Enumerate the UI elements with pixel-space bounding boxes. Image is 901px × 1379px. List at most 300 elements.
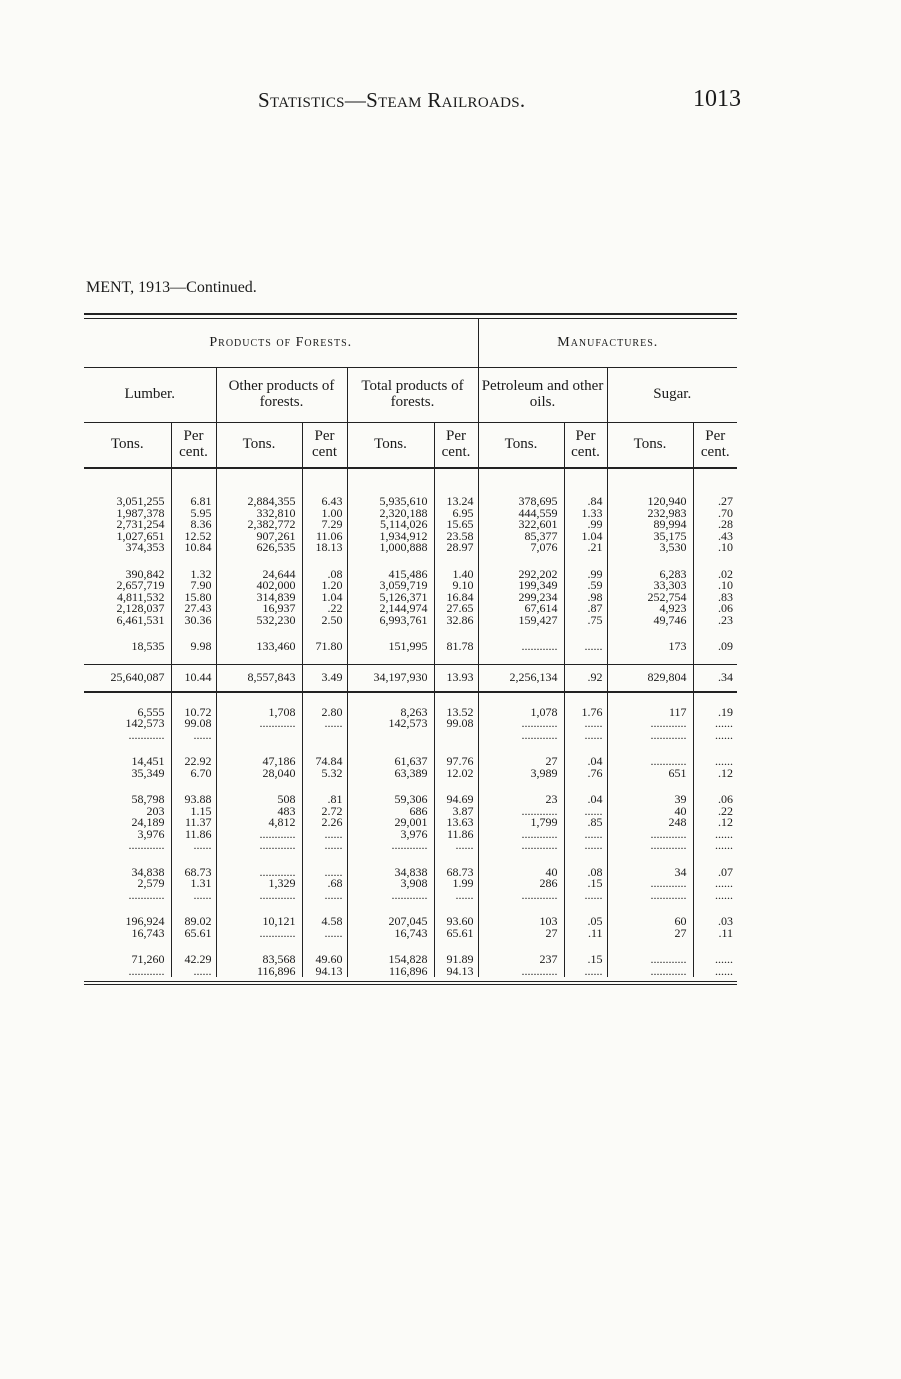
percent-cell: ......: [564, 730, 607, 742]
tons-cell: 651: [607, 768, 693, 780]
tons-cell: 3,989: [478, 768, 564, 780]
tons-cell: ............: [216, 829, 302, 841]
percent-cell: .15: [564, 878, 607, 890]
percent-cell: ......: [693, 829, 737, 841]
percent-cell: .06: [693, 603, 737, 615]
tons-cell: ............: [216, 718, 302, 730]
tons-cell: ............: [607, 730, 693, 742]
spacer-cell: [478, 653, 564, 665]
percent-cell: 65.61: [434, 928, 478, 940]
tons-cell: 3,976: [137, 826, 165, 841]
tons-cell: 1,000,888: [347, 542, 434, 554]
unit-label: Per cent.: [693, 423, 737, 469]
page-number: 1013: [693, 86, 741, 112]
tons-cell: 252,754: [607, 592, 693, 604]
percent-cell: ......: [693, 718, 737, 730]
tons-cell: 3,976: [347, 829, 434, 841]
tons-cell: 3,051,255: [116, 494, 165, 508]
tons-cell: [347, 730, 434, 742]
percent-cell: 1.04: [564, 531, 607, 543]
table-row: [84, 615, 737, 627]
tons-cell: 39: [607, 794, 693, 806]
tons-cell: 142,573: [125, 716, 165, 730]
tons-cell: 378,695: [478, 496, 564, 508]
percent-cell: ......: [693, 878, 737, 890]
tons-cell: 24,644: [216, 569, 302, 581]
tons-cell: 3,908: [347, 878, 434, 890]
percent-cell: 94.69: [434, 794, 478, 806]
column-unit-row: [84, 423, 737, 469]
percent-cell: ......: [171, 890, 216, 902]
bottom-double-rule: [84, 981, 737, 985]
tons-cell: 116,896: [347, 966, 434, 978]
tons-cell: 59,306: [347, 794, 434, 806]
tons-cell: 1,799: [478, 817, 564, 829]
subheading-sugar: Sugar.: [607, 368, 737, 423]
percent-cell: 16.84: [434, 592, 478, 604]
percent-cell: .07: [693, 867, 737, 879]
tons-cell: 35,349: [131, 765, 165, 780]
tons-cell: 159,427: [478, 615, 564, 627]
percent-cell: .87: [564, 603, 607, 615]
percent-cell: .08: [302, 569, 347, 581]
spacer-cell: [171, 653, 216, 665]
tons-cell: 232,983: [607, 508, 693, 520]
spacer-cell: [347, 653, 434, 665]
subheading-other-products-of-forests: Other products of forests.: [216, 368, 347, 423]
tons-cell: 5,126,371: [347, 592, 434, 604]
percent-cell: 1.00: [302, 508, 347, 520]
tons-cell: 2,657,719: [116, 578, 165, 592]
unit-label: Tons.: [478, 423, 564, 469]
tons-cell: 71,260: [131, 952, 165, 966]
percent-cell: .19: [693, 707, 737, 719]
percent-cell: ......: [564, 718, 607, 730]
percent-cell: .04: [564, 756, 607, 768]
tons-cell: 24,189: [131, 815, 165, 829]
percent-cell: 1.76: [564, 707, 607, 719]
tons-cell: 27: [478, 928, 564, 940]
percent-cell: 91.89: [434, 954, 478, 966]
percent-cell: 71.80: [302, 641, 347, 653]
tons-cell: 60: [607, 916, 693, 928]
percent-cell: .22: [302, 603, 347, 615]
tons-cell: ............: [607, 840, 693, 852]
percent-cell: 11.06: [302, 531, 347, 543]
tons-cell: 508: [216, 794, 302, 806]
percent-cell: 27.65: [434, 603, 478, 615]
tons-cell: ............: [478, 966, 564, 978]
percent-cell: 1.99: [434, 878, 478, 890]
tons-cell: 286: [478, 878, 564, 890]
percent-cell: 94.13: [302, 966, 347, 978]
percent-cell: 5.32: [302, 768, 347, 780]
tons-cell: 67,614: [478, 603, 564, 615]
percent-cell: ......: [171, 966, 216, 978]
tons-cell: 6,283: [607, 569, 693, 581]
tons-cell: 83,568: [216, 954, 302, 966]
tons-cell: 49,746: [607, 615, 693, 627]
tons-cell: ............: [478, 840, 564, 852]
tons-cell: ............: [478, 829, 564, 841]
tons-cell: 292,202: [478, 569, 564, 581]
tons-cell: 29,001: [347, 817, 434, 829]
tons-cell: 483: [216, 806, 302, 818]
tons-cell: 203: [146, 803, 165, 818]
percent-cell: .98: [564, 592, 607, 604]
spacer-row: [84, 653, 737, 665]
tons-cell: 89,994: [607, 519, 693, 531]
tons-cell: 322,601: [478, 519, 564, 531]
percent-cell: 1.04: [302, 592, 347, 604]
percent-cell: 27.43: [171, 603, 216, 615]
table-row: [84, 641, 737, 653]
tons-cell: 8,263: [347, 707, 434, 719]
percent-cell: ......: [564, 829, 607, 841]
percent-cell: ......: [693, 890, 737, 902]
percent-cell: ......: [302, 928, 347, 940]
tons-cell: 25,640,087: [84, 664, 171, 692]
table-row: [84, 966, 737, 978]
column-group-row: [84, 319, 737, 368]
percent-cell: 99.08: [171, 718, 216, 730]
tons-cell: 16,937: [216, 603, 302, 615]
tons-cell: 7,076: [478, 542, 564, 554]
tons-cell: 16,743: [131, 925, 165, 940]
percent-cell: .12: [693, 768, 737, 780]
tons-cell: 2,144,974: [347, 603, 434, 615]
percent-cell: 68.73: [171, 867, 216, 879]
spacer-cell: [171, 468, 216, 496]
tons-cell: ............: [607, 829, 693, 841]
tons-cell: 34,838: [347, 867, 434, 879]
unit-label: Tons.: [216, 423, 302, 469]
percent-cell: 2.50: [302, 615, 347, 627]
tons-cell: 1,708: [216, 707, 302, 719]
percent-cell: .11: [564, 928, 607, 940]
percent-cell: .34: [693, 664, 737, 692]
percent-cell: 93.88: [171, 794, 216, 806]
percent-cell: ......: [434, 840, 478, 852]
percent-cell: .03: [693, 916, 737, 928]
tons-cell: ............: [478, 718, 564, 730]
percent-cell: .08: [564, 867, 607, 879]
unit-label: Per cent.: [564, 423, 607, 469]
percent-cell: ......: [302, 829, 347, 841]
spacer-cell: [564, 653, 607, 665]
percent-cell: ......: [564, 641, 607, 653]
statistics-table-container: [84, 313, 737, 985]
spacer-cell: [607, 468, 693, 496]
percent-cell: .92: [564, 664, 607, 692]
tons-cell: ............: [478, 641, 564, 653]
percent-cell: 1.40: [434, 569, 478, 581]
percent-cell: 18.13: [302, 542, 347, 554]
percent-cell: 1.31: [171, 878, 216, 890]
tons-cell: 444,559: [478, 508, 564, 520]
unit-label: Per cent.: [434, 423, 478, 469]
tons-cell: 40: [478, 867, 564, 879]
tons-cell: ............: [347, 840, 434, 852]
percent-cell: .02: [693, 569, 737, 581]
tons-cell: 3,530: [607, 542, 693, 554]
tons-cell: 2,256,134: [478, 664, 564, 692]
spacer-cell: [434, 653, 478, 665]
percent-cell: 49.60: [302, 954, 347, 966]
percent-cell: .84: [564, 496, 607, 508]
tons-cell: 907,261: [216, 531, 302, 543]
tons-cell: 154,828: [347, 954, 434, 966]
table-row: [84, 890, 737, 902]
tons-cell: 415,486: [347, 569, 434, 581]
tons-cell: 626,535: [216, 542, 302, 554]
tons-cell: 85,377: [478, 531, 564, 543]
tons-cell: ............: [478, 806, 564, 818]
percent-cell: .15: [564, 954, 607, 966]
percent-cell: .23: [693, 615, 737, 627]
tons-cell: ............: [607, 954, 693, 966]
percent-cell: .06: [693, 794, 737, 806]
percent-cell: 2.26: [302, 817, 347, 829]
percent-cell: ......: [693, 840, 737, 852]
percent-cell: 13.52: [434, 707, 478, 719]
percent-cell: 13.63: [434, 817, 478, 829]
tons-cell: 237: [478, 954, 564, 966]
tons-cell: 314,839: [216, 592, 302, 604]
tons-cell: 6,555: [137, 704, 165, 719]
percent-cell: .68: [302, 878, 347, 890]
tons-cell: ............: [128, 727, 165, 742]
spacer-cell: [693, 653, 737, 665]
percent-cell: ......: [302, 890, 347, 902]
percent-cell: .11: [693, 928, 737, 940]
percent-cell: 93.60: [434, 916, 478, 928]
statistics-table: [84, 319, 737, 977]
spacer-row: [84, 468, 737, 496]
spacer-cell: [216, 468, 302, 496]
column-subheading-row: [84, 368, 737, 423]
tons-cell: 27: [478, 756, 564, 768]
percent-cell: 10.84: [171, 542, 216, 554]
percent-cell: 13.93: [434, 664, 478, 692]
tons-cell: 2,128,037: [116, 601, 165, 615]
tons-cell: ............: [607, 878, 693, 890]
group-heading-manufactures: Manufactures.: [478, 319, 737, 368]
tons-cell: 23: [478, 794, 564, 806]
spacer-cell: [84, 468, 171, 496]
subheading-lumber: Lumber.: [84, 368, 216, 423]
percent-cell: ......: [171, 840, 216, 852]
tons-cell: 58,798: [131, 792, 165, 806]
percent-cell: 4.58: [302, 916, 347, 928]
tons-cell: ............: [607, 966, 693, 978]
percent-cell: .99: [564, 569, 607, 581]
tons-cell: 34,197,930: [347, 664, 434, 692]
percent-cell: 94.13: [434, 966, 478, 978]
tons-cell: 16,743: [347, 928, 434, 940]
percent-cell: .10: [693, 580, 737, 592]
unit-label: Tons.: [607, 423, 693, 469]
percent-cell: .70: [693, 508, 737, 520]
percent-cell: ......: [564, 890, 607, 902]
percent-cell: 6.70: [171, 768, 216, 780]
tons-cell: ............: [607, 718, 693, 730]
percent-cell: 10.72: [171, 707, 216, 719]
percent-cell: 12.02: [434, 768, 478, 780]
percent-cell: .83: [693, 592, 737, 604]
tons-cell: 1,934,912: [347, 531, 434, 543]
tons-cell: 10,121: [216, 916, 302, 928]
tons-cell: 2,731,254: [116, 517, 165, 531]
percent-cell: ......: [171, 730, 216, 742]
percent-cell: [302, 730, 347, 742]
tons-cell: 117: [607, 707, 693, 719]
tons-cell: 402,000: [216, 580, 302, 592]
percent-cell: ......: [693, 966, 737, 978]
percent-cell: .59: [564, 580, 607, 592]
table-row: [84, 718, 737, 730]
tons-cell: 151,995: [347, 641, 434, 653]
table-row: [84, 928, 737, 940]
percent-cell: .05: [564, 916, 607, 928]
tons-cell: ............: [607, 756, 693, 768]
tons-cell: 5,935,610: [347, 496, 434, 508]
percent-cell: ......: [564, 806, 607, 818]
tons-cell: 686: [347, 806, 434, 818]
tons-cell: 40: [607, 806, 693, 818]
tons-cell: 1,329: [216, 878, 302, 890]
percent-cell: 3.87: [434, 806, 478, 818]
percent-cell: .10: [693, 542, 737, 554]
percent-cell: 6.43: [302, 496, 347, 508]
percent-cell: 65.61: [171, 928, 216, 940]
tons-cell: 34,838: [131, 864, 165, 879]
percent-cell: .04: [564, 794, 607, 806]
spacer-cell: [84, 653, 171, 665]
percent-cell: .81: [302, 794, 347, 806]
tons-cell: ............: [128, 963, 165, 978]
tons-cell: 61,637: [347, 756, 434, 768]
tons-cell: ............: [216, 928, 302, 940]
percent-cell: .21: [564, 542, 607, 554]
tons-cell: ............: [216, 890, 302, 902]
percent-cell: 2.80: [302, 707, 347, 719]
percent-cell: ......: [434, 890, 478, 902]
percent-cell: ......: [302, 718, 347, 730]
spacer-cell: [302, 468, 347, 496]
tons-cell: 28,040: [216, 768, 302, 780]
tons-cell: 5,114,026: [347, 519, 434, 531]
tons-cell: ............: [478, 730, 564, 742]
percent-cell: 2.72: [302, 806, 347, 818]
tons-cell: 1,078: [478, 707, 564, 719]
spacer-cell: [693, 468, 737, 496]
percent-cell: 15.65: [434, 519, 478, 531]
tons-cell: 8,557,843: [216, 664, 302, 692]
percent-cell: 68.73: [434, 867, 478, 879]
percent-cell: 12.52: [171, 531, 216, 543]
percent-cell: ......: [564, 966, 607, 978]
percent-cell: 42.29: [171, 954, 216, 966]
tons-cell: 1,027,651: [116, 528, 165, 543]
tons-cell: 390,842: [125, 566, 165, 581]
percent-cell: 28.97: [434, 542, 478, 554]
tons-cell: ............: [216, 867, 302, 879]
unit-label: Tons.: [84, 423, 171, 469]
table-row: [84, 840, 737, 852]
tons-cell: 18,535: [131, 639, 165, 653]
tons-cell: 532,230: [216, 615, 302, 627]
percent-cell: .99: [564, 519, 607, 531]
percent-cell: 9.98: [171, 641, 216, 653]
tons-cell: 47,186: [216, 756, 302, 768]
percent-cell: 7.29: [302, 519, 347, 531]
percent-cell: .43: [693, 531, 737, 543]
tons-cell: 1,987,378: [116, 505, 165, 520]
percent-cell: 10.44: [171, 664, 216, 692]
percent-cell: 6.81: [171, 496, 216, 508]
table-continued-caption: MENT, 1913—Continued.: [86, 279, 257, 296]
spacer-cell: [564, 468, 607, 496]
percent-cell: 1.32: [171, 569, 216, 581]
percent-cell: .27: [693, 496, 737, 508]
table-body: [84, 468, 737, 977]
spacer-cell: [478, 468, 564, 496]
tons-cell: 4,811,532: [116, 589, 165, 604]
percent-cell: ......: [693, 954, 737, 966]
tons-cell: 6,461,531: [116, 612, 165, 627]
table-row: [84, 768, 737, 780]
percent-cell: 11.86: [171, 829, 216, 841]
percent-cell: 11.86: [434, 829, 478, 841]
tons-cell: 6,993,761: [347, 615, 434, 627]
percent-cell: 30.36: [171, 615, 216, 627]
percent-cell: 1.20: [302, 580, 347, 592]
table-row: [84, 730, 737, 742]
percent-cell: 5.95: [171, 508, 216, 520]
spacer-cell: [302, 653, 347, 665]
percent-cell: 23.58: [434, 531, 478, 543]
percent-cell: 22.92: [171, 756, 216, 768]
tons-cell: 34: [607, 867, 693, 879]
percent-cell: 15.80: [171, 592, 216, 604]
percent-cell: ......: [693, 730, 737, 742]
spacer-cell: [347, 468, 434, 496]
percent-cell: 3.49: [302, 664, 347, 692]
tons-cell: 63,389: [347, 768, 434, 780]
total-row: [84, 664, 737, 692]
spacer-cell: [434, 468, 478, 496]
percent-cell: ......: [302, 867, 347, 879]
percent-cell: 81.78: [434, 641, 478, 653]
tons-cell: 332,810: [216, 508, 302, 520]
tons-cell: 2,884,355: [216, 496, 302, 508]
tons-cell: 14,451: [131, 754, 165, 768]
percent-cell: .09: [693, 641, 737, 653]
percent-cell: 97.76: [434, 756, 478, 768]
percent-cell: 89.02: [171, 916, 216, 928]
subheading-total-products-of-forests: Total products of forests.: [347, 368, 478, 423]
group-heading-products-of-forests: Products of Forests.: [84, 319, 478, 368]
percent-cell: ......: [564, 840, 607, 852]
tons-cell: 142,573: [347, 718, 434, 730]
percent-cell: .85: [564, 817, 607, 829]
tons-cell: ............: [128, 838, 165, 852]
percent-cell: 99.08: [434, 718, 478, 730]
tons-cell: 2,320,188: [347, 508, 434, 520]
tons-cell: 199,349: [478, 580, 564, 592]
tons-cell: [216, 730, 302, 742]
